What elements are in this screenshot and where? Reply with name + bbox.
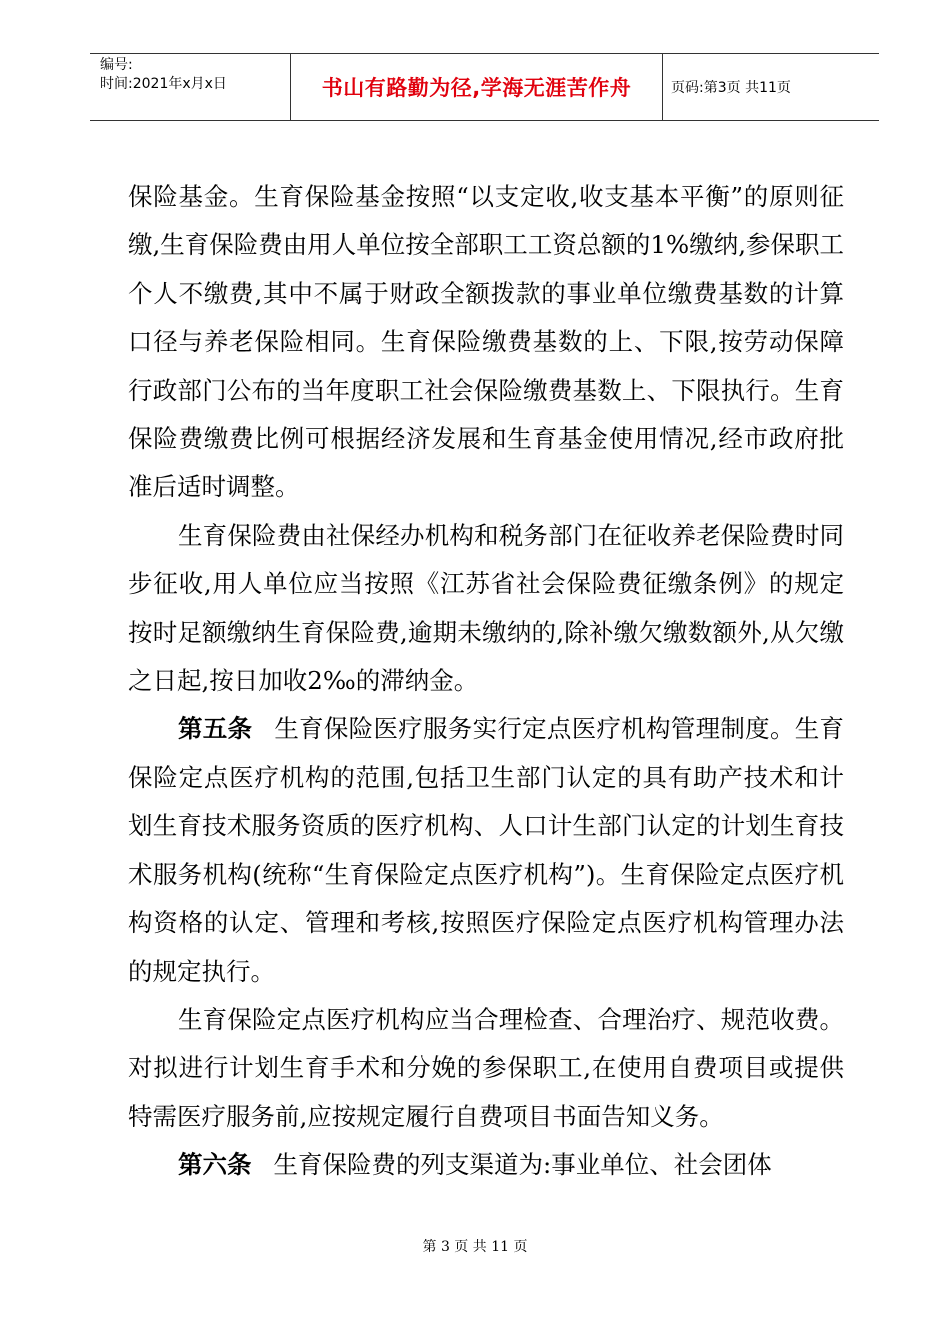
article-5-text: 生育保险医疗服务实行定点医疗机构管理制度。生育保险定点医疗机构的范围,包括卫生部门认定的具有助产技术和计划生育技术服务资质的医疗机构、人口计生部门认定的计划生育技术服务机构(统称“生育保险定点医疗机构”)。生育保险定点医疗机构资格的认定、管理和考核,按照医疗保险定点医疗机构管理办法的规定执行。 — [128, 714, 845, 986]
document-body — [128, 173, 844, 1190]
document-time-label: 时间:2021年x月x日 — [100, 76, 227, 92]
article-6-text: 生育保险费的列支渠道为:事业单位、社会团体 — [273, 1150, 772, 1180]
article-6-label: 第六条 — [178, 1150, 252, 1180]
document-number-label: 编号: — [100, 57, 133, 73]
paragraph-1: 保险基金。生育保险基金按照“以支定收,收支基本平衡”的原则征缴,生育保险费由用人单位按全部职工工资总额的1%缴纳,参保职工个人不缴费,其中不属于财政全额拨款的事业单位缴费基数的计算口径与养老保险相同。生育保险缴费基数的上、下限,按劳动保障行政部门公布的当年度职工社会保险缴费基数上、下限执行。生育保险费缴费比例可根据经济发展和生育基金使用情况,经市政府批准后适时调整。 — [128, 182, 844, 502]
header-motto: 书山有路勤为径,学海无涯苦作舟 — [291, 54, 663, 120]
article-5 — [128, 705, 844, 995]
article-5-label: 第五条 — [178, 714, 253, 744]
page-footer: 第 3 页 共 11 页 — [422, 1239, 528, 1255]
page-header — [90, 53, 879, 121]
article-6 — [128, 1141, 844, 1189]
header-meta — [90, 54, 291, 120]
header-page-number: 页码:第3页 共11页 — [671, 80, 791, 96]
paragraph-2: 生育保险费由社保经办机构和税务部门在征收养老保险费时同步征收,用人单位应当按照《江苏省社会保险费征缴条例》的规定按时足额缴纳生育保险费,逾期未缴纳的,除补缴欠缴数额外,从欠缴之日起,按日加收2‰的滞纳金。 — [128, 520, 844, 696]
paragraph-4: 生育保险定点医疗机构应当合理检查、合理治疗、规范收费。对拟进行计划生育手术和分娩的参保职工,在使用自费项目或提供特需医疗服务前,应按规定履行自费项目书面告知义务。 — [128, 1004, 844, 1131]
